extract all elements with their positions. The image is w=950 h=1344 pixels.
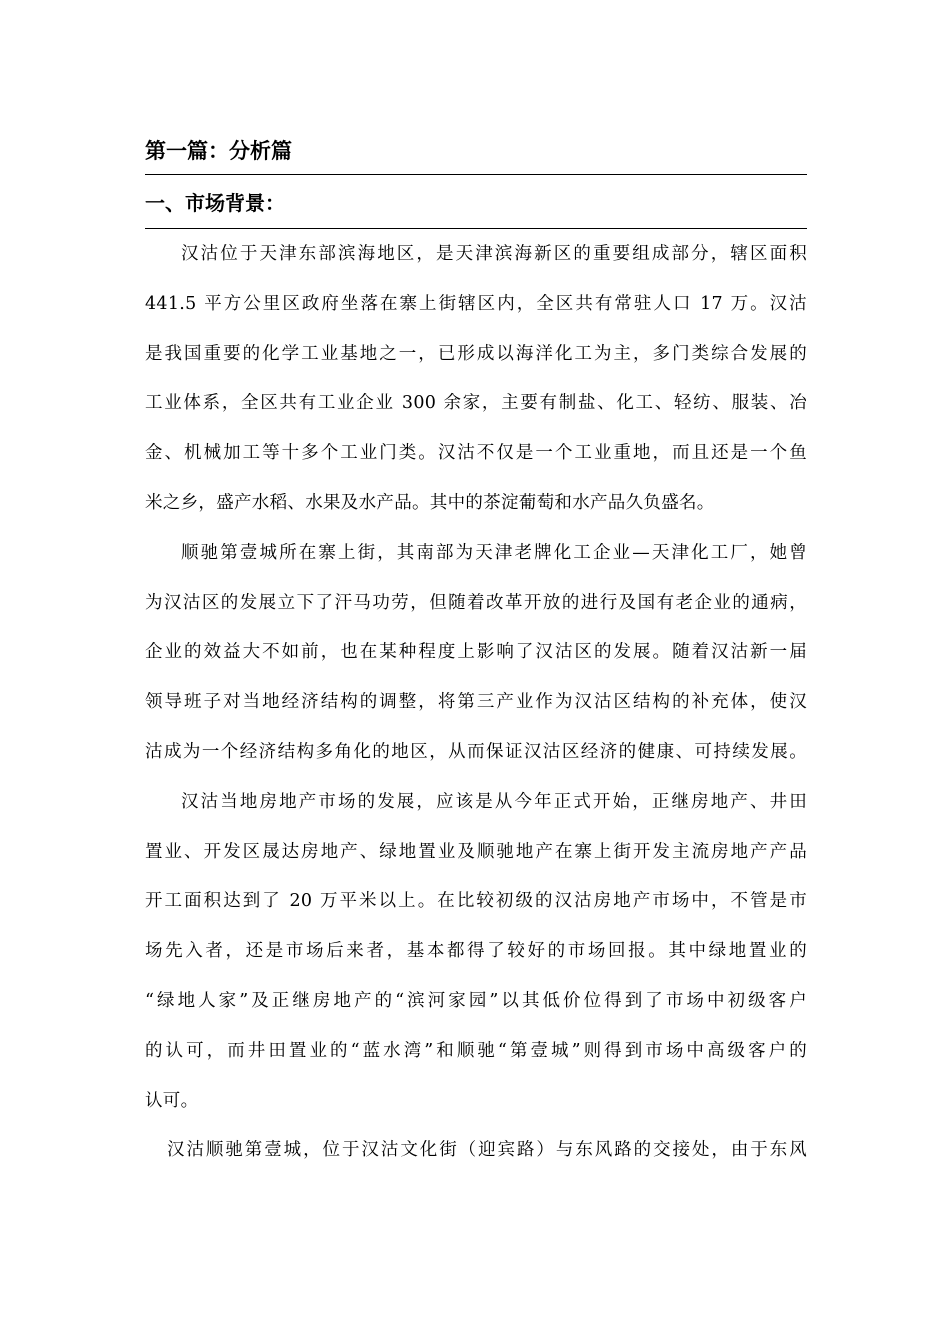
paragraph-3 (145, 784, 807, 1133)
paragraph-4 (145, 1132, 807, 1182)
text-line: 汉沽位于天津东部滨海地区，是天津滨海新区的重要组成部分，辖区面积 (181, 244, 807, 264)
text-line: 认可。 (145, 1090, 199, 1111)
text-line: 开工面积达到了 20 万平米以上。在比较初级的汉沽房地产市场中，不管是市 (145, 891, 807, 912)
text-line: 企业的效益大不如前，也在某种程度上影响了汉沽区的发展。随着汉沽新一届 (145, 642, 807, 663)
text-line: 是我国重要的化学工业基地之一，已形成以海洋化工为主，多门类综合发展的 (145, 343, 807, 364)
chapter-title: 第一篇：分析篇 (145, 139, 292, 163)
paragraph-1 (145, 236, 807, 535)
text-line: 工业体系，全区共有工业企业 300 余家，主要有制盐、化工、轻纺、服装、冶 (145, 393, 807, 414)
body-text (145, 236, 807, 1182)
text-line: 金、机械加工等十多个工业门类。汉沽不仅是一个工业重地，而且还是一个鱼 (145, 443, 807, 464)
text-line: 沽成为一个经济结构多角化的地区，从而保证汉沽区经济的健康、可持续发展。 (145, 741, 807, 762)
text-line: 米之乡，盛产水稻、水果及水产品。其中的茶淀葡萄和水产品久负盛名。 (145, 492, 715, 513)
text-line: 顺驰第壹城所在寨上街，其南部为天津老牌化工企业—天津化工厂，她曾 (181, 542, 807, 563)
text-line: 为汉沽区的发展立下了汗马功劳，但随着改革开放的进行及国有老企业的通病， (145, 592, 807, 613)
text-line: 汉沽当地房地产市场的发展，应该是从今年正式开始，正继房地产、井田 (181, 791, 807, 812)
text-line: 场先入者，还是市场后来者，基本都得了较好的市场回报。其中绿地置业的 (145, 941, 807, 962)
chapter-divider (145, 174, 807, 175)
text-line: 汉沽顺驰第壹城，位于汉沽文化街（迎宾路）与东风路的交接处，由于东风 (167, 1140, 807, 1161)
text-line: 领导班子对当地经济结构的调整，将第三产业作为汉沽区结构的补充体，使汉 (145, 692, 807, 713)
section-divider (145, 228, 807, 229)
section-title: 一、市场背景： (145, 191, 285, 215)
text-line: 置业、开发区晟达房地产、绿地置业及顺驰地产在寨上街开发主流房地产产品 (145, 841, 807, 862)
text-line: 441.5 平方公里区政府坐落在寨上街辖区内，全区共有常驻人口 17 万。汉沽 (145, 293, 807, 314)
text-line: “绿地人家”及正继房地产的“滨河家园”以其低价位得到了市场中初级客户 (145, 990, 807, 1011)
text-line: 的认可，而井田置业的“蓝水湾”和顺驰“第壹城”则得到市场中高级客户的 (145, 1040, 807, 1061)
paragraph-2 (145, 535, 807, 784)
